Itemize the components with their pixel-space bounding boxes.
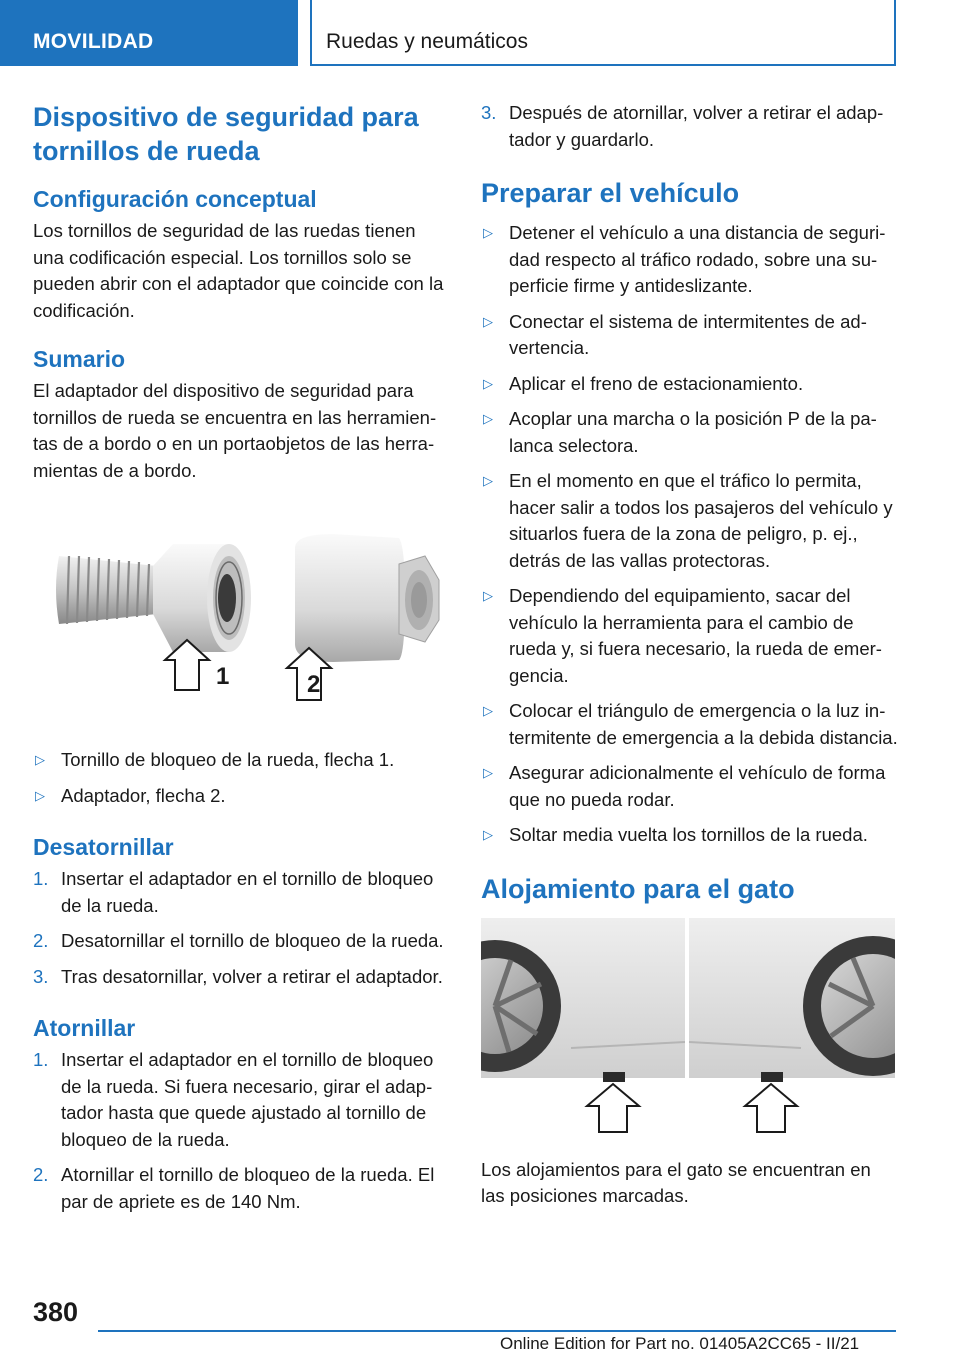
jack-point-arrow-icon <box>745 1084 797 1132</box>
jack-points-figure <box>481 918 895 1136</box>
list-item: 3. Después de atornillar, volver a retirar el adaptador y guardarlo. <box>481 102 884 150</box>
list-item: ▷ Acoplar una marcha o la posición P de la palanca selectora. <box>483 408 877 456</box>
chapter-label: Ruedas y neumáticos <box>326 30 528 53</box>
footer-rule <box>98 1330 896 1332</box>
page-title: Dispositivo de seguridad para tornillos de rueda <box>33 102 419 166</box>
list-item: ▷ Asegurar adicionalmente el vehículo de forma que no pueda rodar. <box>483 762 886 810</box>
prepare-list <box>481 220 899 849</box>
right-column <box>481 100 899 1210</box>
screw-steps <box>33 1047 451 1215</box>
list-item: 2. Desatornillar el tornillo de bloqueo de la rueda. <box>33 930 444 951</box>
summary-heading: Sumario <box>33 346 126 372</box>
page-header <box>0 0 960 66</box>
list-item: ▷ En el momento en que el tráfico lo permita, hacer salir a todos los pasajeros del vehículo y situarlos fuera de la zona de peligro, p. ej., detrás de las vallas protectoras. <box>483 470 893 571</box>
section-tab <box>0 0 298 66</box>
car-rear-image <box>689 918 895 1082</box>
arrow-1-label: 1 <box>216 663 230 690</box>
list-item: ▷ Dependiendo del equipamiento, sacar del vehículo la herramienta para el cambio de rueda y, si fuera necesario, la rueda de emergencia. <box>483 585 882 686</box>
list-item: 3. Tras desatornillar, volver a retirar el adaptador. <box>33 965 443 987</box>
triangle-bullet-icon: ▷ <box>483 225 493 240</box>
triangle-bullet-icon: ▷ <box>35 752 45 767</box>
section-label: MOVILIDAD <box>33 30 154 53</box>
lock-bolt-image <box>56 544 251 652</box>
edition-note: Online Edition for Part no. 01405A2CC65 - II/21 <box>500 1334 860 1353</box>
concept-text: Los tornillos de seguridad de las ruedas tienen una codificación especial. Los tornillos solo se pueden abrir con el adaptador que coincide con la codificación. <box>33 220 444 321</box>
list-item: ▷ Aplicar el freno de estacionamiento. <box>481 371 899 398</box>
screw-steps-continued <box>481 100 899 153</box>
unscrew-heading: Desatornillar <box>33 834 174 860</box>
car-front-image <box>481 918 685 1082</box>
list-item: ▷ Detener el vehículo a una distancia de seguridad respecto al tráfico rodado, sobre una superficie firme y antideslizante. <box>483 222 886 296</box>
page-number: 380 <box>33 1297 79 1327</box>
triangle-bullet-icon: ▷ <box>483 375 493 391</box>
triangle-bullet-icon: ▷ <box>483 588 493 603</box>
left-column <box>33 100 451 1224</box>
jack-text: Los alojamientos para el gato se encuentran en las posiciones marcadas. <box>481 1158 871 1206</box>
triangle-bullet-icon: ▷ <box>483 313 493 329</box>
triangle-bullet-icon: ▷ <box>483 411 493 426</box>
list-item: 1. Insertar el adaptador en el tornillo de bloqueo de la rueda. <box>33 868 434 916</box>
prepare-heading: Preparar el vehículo <box>481 178 740 208</box>
triangle-bullet-icon: ▷ <box>483 473 493 488</box>
jack-point-arrow-icon <box>587 1084 639 1132</box>
list-item: ▷ Conectar el sistema de intermitentes de advertencia. <box>483 310 867 358</box>
list-item: 2. Atornillar el tornillo de bloqueo de la rueda. El par de apriete es de 140 Nm. <box>33 1164 435 1212</box>
jack-heading: Alojamiento para el gato <box>481 873 795 904</box>
screw-heading: Atornillar <box>33 1015 136 1041</box>
triangle-bullet-icon: ▷ <box>483 703 493 718</box>
summary-text: El adaptador del dispositivo de seguridad para tornillos de rueda se encuentra en las herramientas de a bordo o en un portaobjetos de las herramientas de a bordo. <box>33 380 437 481</box>
adapter-image <box>295 534 439 662</box>
triangle-bullet-icon: ▷ <box>35 787 45 803</box>
list-item: ▷ Tornillo de bloqueo de la rueda, flecha 1. <box>33 747 451 774</box>
unscrew-steps <box>33 866 451 990</box>
concept-heading: Configuración conceptual <box>33 186 317 212</box>
list-item: ▷ Adaptador, flecha 2. <box>33 783 451 810</box>
arrow-2-label: 2 <box>307 671 321 698</box>
lock-bolt-figure <box>33 504 451 724</box>
chapter-box <box>310 0 896 66</box>
triangle-bullet-icon: ▷ <box>483 827 493 842</box>
figure-legend <box>33 747 451 809</box>
list-item: 1. Insertar el adaptador en el tornillo de bloqueo de la rueda. Si fuera necesario, girar el adaptador hasta que quede ajustado al tornillo de bloqueo de la rueda. <box>33 1049 434 1150</box>
list-item: ▷ Colocar el triángulo de emergencia o la luz intermitente de emergencia a la debida distancia. <box>483 700 898 748</box>
triangle-bullet-icon: ▷ <box>483 765 493 780</box>
list-item: ▷ Soltar media vuelta los tornillos de la rueda. <box>481 822 899 849</box>
